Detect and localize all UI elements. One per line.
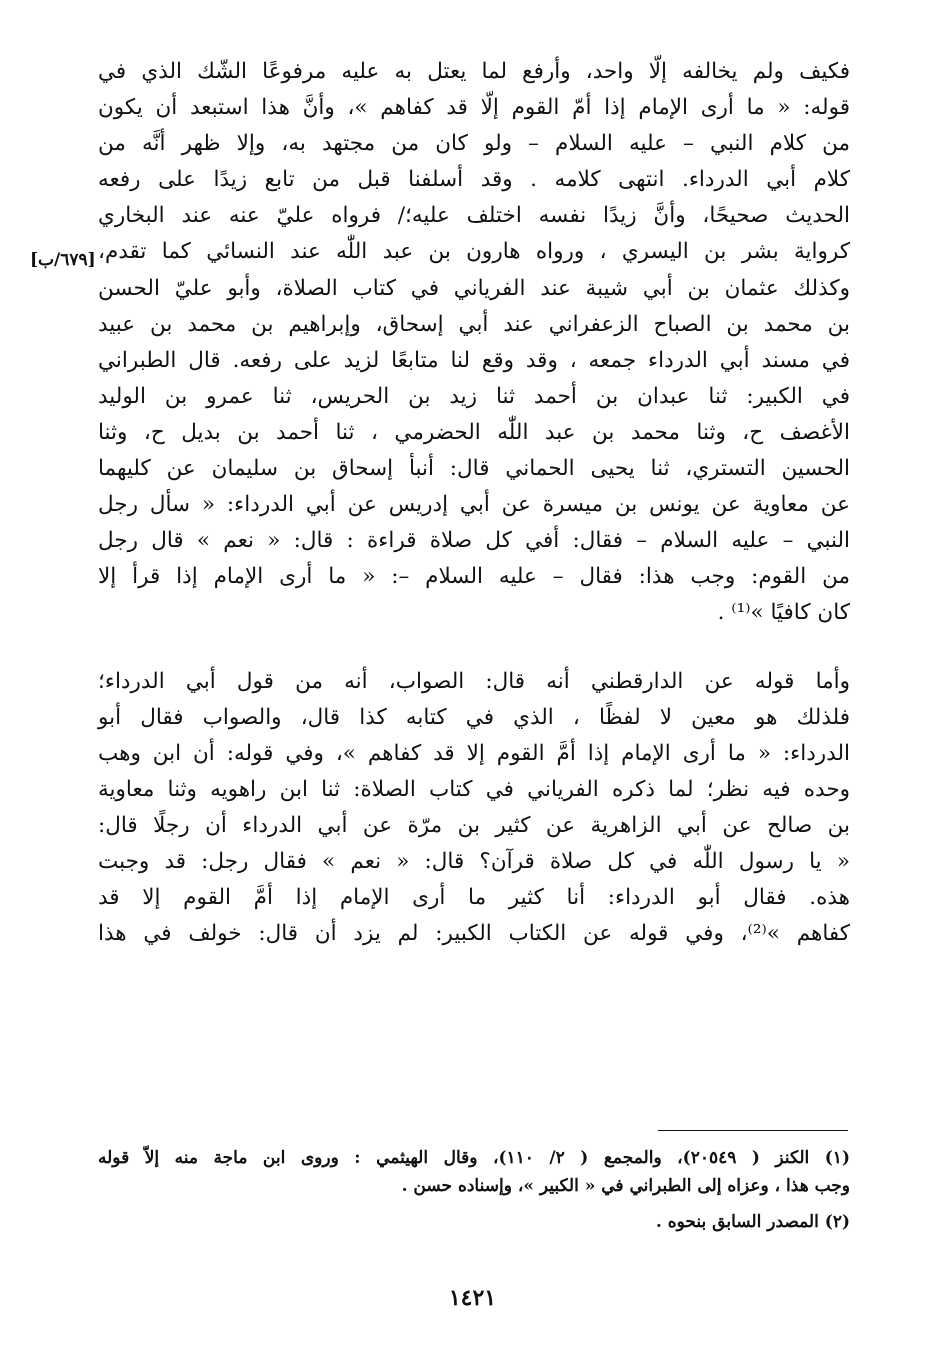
text-line: فكيف ولم يخالفه إلّا واحد، وأرفع لما يعتل به عليه مرفوعًا الشّك الذي في — [98, 59, 850, 84]
footnote-gap — [98, 1200, 850, 1208]
text-line: الحديث صحيحًا، وأنَّ زيدًا نفسه اختلف عليه؛/ فرواه عليّ عنه عند البخاري — [98, 203, 850, 229]
text-line: كان كافيًا »⁽¹⁾ . — [717, 600, 850, 626]
footnote-1 — [98, 1144, 850, 1200]
text-line: الدرداء: « ما أرى الإمام إذا أمَّ القوم إلا قد كفاهم »، وفي قوله: أن ابن وهب — [98, 740, 850, 766]
footnote-separator — [658, 1130, 848, 1131]
text-line: وكذلك عثمان بن أبي شيبة عند الفرياني في كتاب الصلاة، وأبو عليّ الحسن — [98, 275, 850, 301]
text-line: وحده فيه نظر؛ لما ذكره الفرياني في كتاب الصلاة: ثنا ابن راهويه وثنا معاوية — [98, 776, 850, 802]
paragraph-2 — [98, 664, 850, 953]
text-line: كرواية بشر بن اليسري ، ورواه هارون بن عبد اللّٰه عند النسائي كما تقدم، — [98, 239, 850, 265]
footnote-line: وجب هذا ، وعزاه إلى الطبراني في « الكبير »، وإسناده حسن . — [401, 1176, 850, 1196]
text-line: من كلام النبي – عليه السلام – ولو كان من مجتهد به، وإلا ظهر أنَّه من — [98, 131, 850, 157]
main-text — [98, 54, 850, 952]
margin-folio-note: [٦٧٩/ب] — [30, 250, 96, 270]
paragraph-gap — [98, 632, 850, 664]
text-line: الأغصف ح، وثنا محمد بن عبد اللّٰه الحضرمي ، ثنا أحمد بن بديل ح، وثنا — [98, 419, 850, 445]
text-line: النبي – عليه السلام – فقال: أفي كل صلاة قراءة : قال: « نعم » قال رجل — [98, 528, 850, 554]
footnote-2 — [98, 1208, 850, 1236]
text-line: كفاهم »⁽²⁾، وفي قوله عن الكتاب الكبير: لم يزد أن قال: خولف في هذا — [98, 921, 851, 947]
text-line: من القوم: وجب هذا: فقال – عليه السلام –: « ما أرى الإمام إذا قرأ إلا — [98, 564, 850, 590]
text-line: في مسند أبي الدرداء جمعه ، وقد وقع لنا متابعًا لزيد على رفعه. قال الطبراني — [98, 347, 850, 373]
text-line: « يا رسول اللّٰه في كل صلاة قرآن؟ قال: « نعم » فقال رجل: قد وجبت — [98, 848, 850, 874]
text-line: في الكبير: ثنا عبدان بن أحمد ثنا زيد بن الحريس، ثنا عمرو بن الوليد — [98, 383, 850, 409]
text-line: بن محمد بن الصباح الزعفراني عند أبي إسحاق، وإبراهيم بن محمد بن عبيد — [98, 311, 850, 337]
text-line: قوله: « ما أرى الإمام إذا أمّ القوم إلّا قد كفاهم »، وأنَّ هذا استبعد أن يكون — [98, 95, 850, 121]
paragraph-1 — [98, 54, 850, 632]
page-number: ١٤٢١ — [448, 1285, 497, 1311]
text-line: فلذلك هو معين لا لفظًا ، الذي في كتابه كذا قال، والصواب فقال أبو — [98, 704, 850, 730]
text-line: هذه. فقال أبو الدرداء: أنا كثير ما أرى الإمام إذا أمَّ القوم إلا قد — [98, 885, 850, 911]
footnotes — [98, 1144, 850, 1236]
text-line: عن معاوية عن يونس بن ميسرة عن أبي إدريس عن أبي الدرداء: « سأل رجل — [98, 492, 850, 518]
text-line: بن صالح عن أبي الزاهرية عن كثير بن مرّة عن أبي الدرداء أن رجلًا قال: — [98, 812, 850, 838]
text-line: وأما قوله عن الدارقطني أنه قال: الصواب، أنه من قول أبي الدرداء؛ — [98, 668, 850, 694]
footnote-line: (٢) المصدر السابق بنحوه . — [655, 1212, 850, 1232]
text-line: كلام أبي الدرداء. انتهى كلامه . وقد أسلفنا قبل من تابع زيدًا على رفعه — [98, 167, 850, 193]
footnote-line: (١) الكنز ( ٢٠٥٤٩)، والمجمع ( ٢/ ١١٠)، وقال الهيثمي : وروى ابن ماجة منه إلاّ قوله — [98, 1148, 850, 1168]
text-line: الحسين التستري، ثنا يحيى الحماني قال: أنبأ إسحاق بن سليمان عن كليهما — [98, 456, 850, 482]
